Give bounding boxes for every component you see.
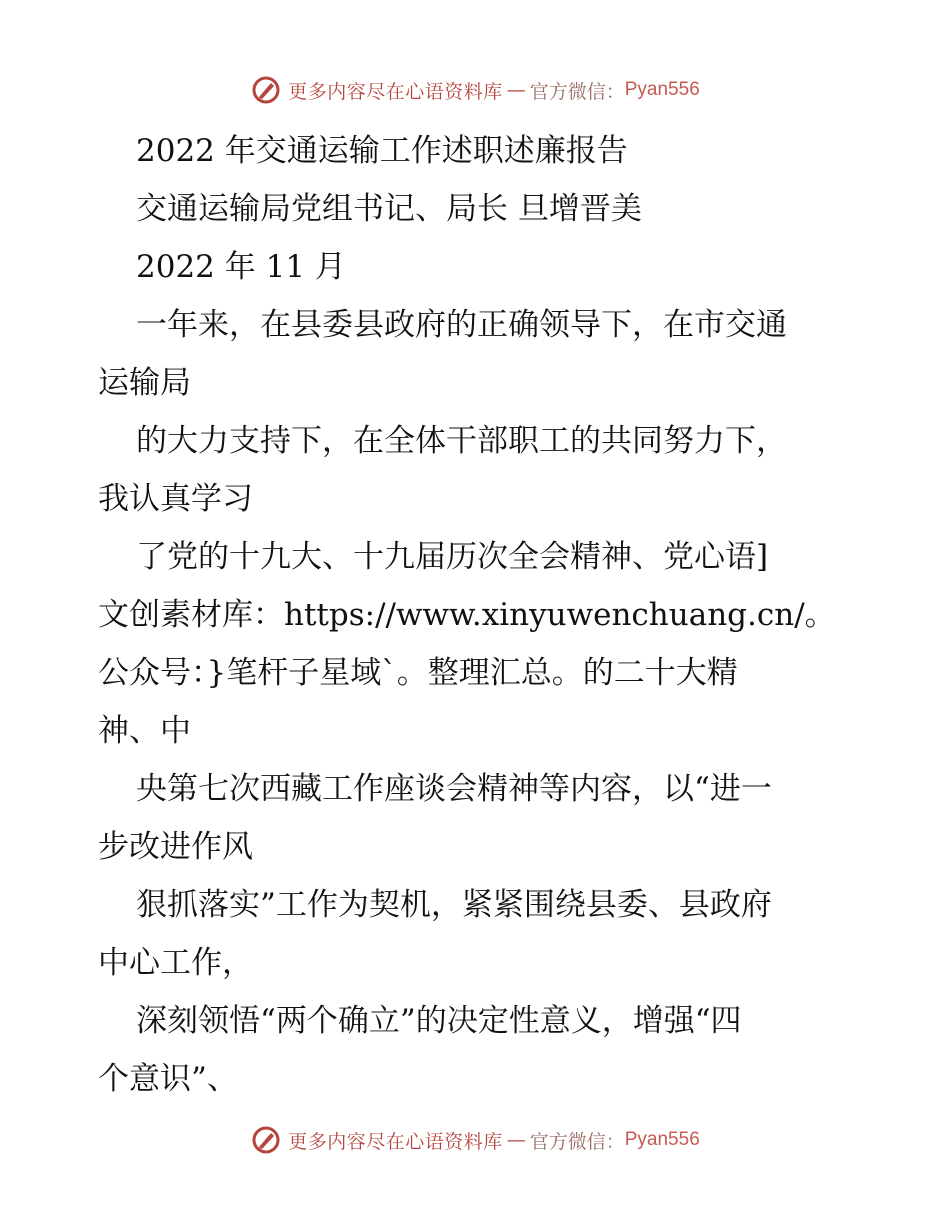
- banner-wechat-id: Pyan556: [624, 1129, 700, 1150]
- pen-logo-icon: [250, 74, 282, 106]
- document-author: 交通运输局党组书记、局长 旦增晋美: [136, 191, 642, 227]
- document-line: 运输局: [98, 365, 191, 401]
- banner-separator: —: [506, 79, 526, 101]
- document-line: 的大力支持下，在全体干部职工的共同努力下，: [136, 423, 787, 459]
- document-line: 神、中: [98, 713, 191, 749]
- banner-separator: —: [506, 1129, 526, 1151]
- document-line: 了党的十九大、十九届历次全会精神、党心语]: [136, 539, 769, 575]
- document-line: 狠抓落实”工作为契机，紧紧围绕县委、县政府: [136, 887, 772, 923]
- document-line: 个意识”、: [98, 1061, 238, 1097]
- banner-wechat-label: 官方微信：: [529, 1130, 625, 1153]
- header-banner: [0, 70, 950, 110]
- document-line: 深刻领悟“两个确立”的决定性意义，增强“四: [136, 1003, 742, 1039]
- document-date: 2022 年 11 月: [136, 249, 346, 285]
- banner-text: 更多内容尽在心语资料库: [288, 1130, 503, 1153]
- document-line: 央第七次西藏工作座谈会精神等内容，以“进一: [136, 771, 772, 807]
- document-title: 2022 年交通运输工作述职述廉报告: [136, 133, 628, 169]
- banner-text: 更多内容尽在心语资料库: [288, 80, 503, 103]
- document-paragraph: [98, 296, 858, 1108]
- document-line: 中心工作，: [98, 945, 253, 981]
- footer-banner: [0, 1120, 950, 1160]
- banner-wechat-id: Pyan556: [624, 79, 700, 100]
- banner-wechat-label: 官方微信：: [529, 80, 625, 103]
- document-line: 文创素材库：https://www.xinyuwenchuang.cn/。: [98, 597, 836, 633]
- document-body: [98, 122, 858, 1108]
- pen-logo-icon: [250, 1124, 282, 1156]
- document-line: 步改进作风: [98, 829, 253, 865]
- document-line: 我认真学习: [98, 481, 253, 517]
- document-line: 一年来，在县委县政府的正确领导下，在市交通: [136, 307, 787, 343]
- document-line: 公众号：}笔杆子星域`。整理汇总。的二十大精: [98, 655, 738, 691]
